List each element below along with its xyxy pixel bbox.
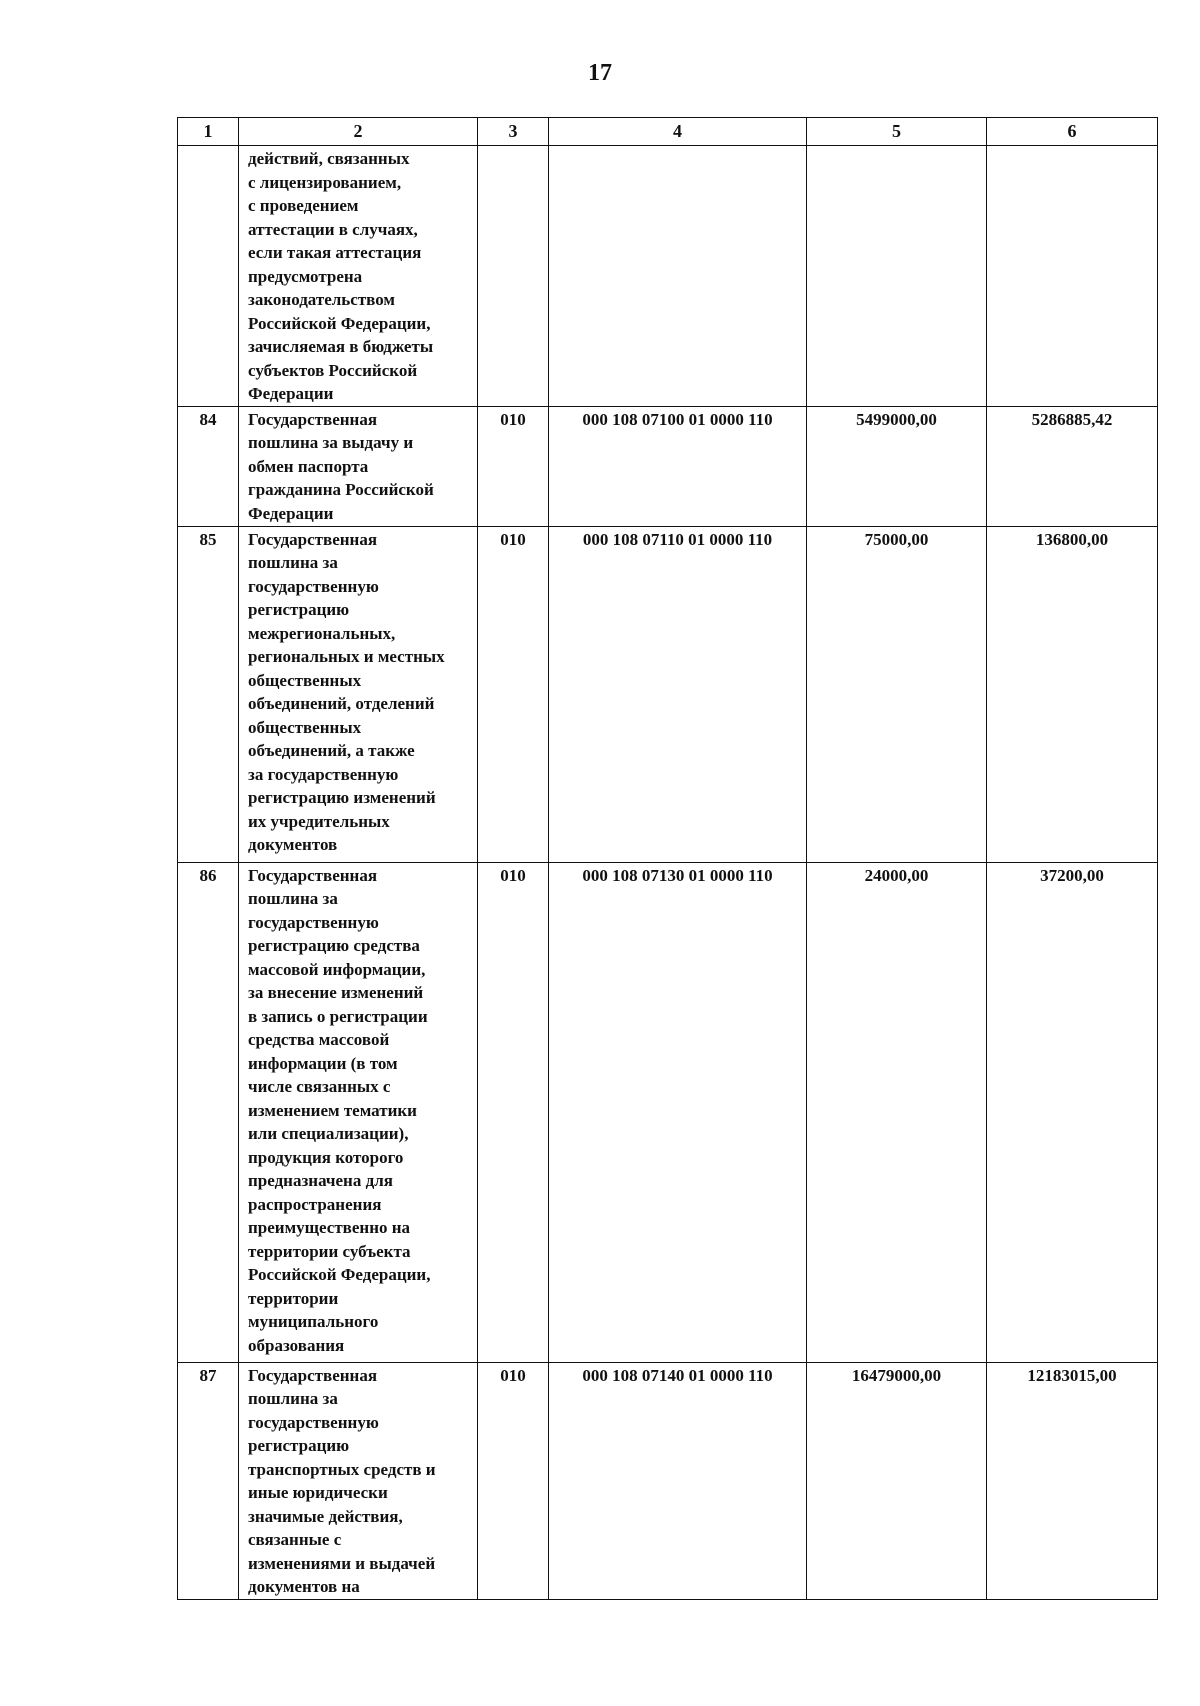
row-actual-amount: 12183015,00	[987, 1362, 1158, 1599]
row-budget-code	[549, 146, 807, 407]
row-code: 010	[478, 1362, 549, 1599]
column-header-5: 5	[807, 118, 987, 146]
row-planned-amount: 24000,00	[807, 862, 987, 1362]
row-actual-amount: 136800,00	[987, 526, 1158, 862]
row-number: 85	[178, 526, 239, 862]
row-code: 010	[478, 862, 549, 1362]
table-row	[178, 1362, 1158, 1599]
row-description: Государственная пошлина за государственную регистрацию межрегиональных, региональных и местных общественных объединений, отделений общественных объединений, а также за государственную регистрацию изменений их учредительных документов	[239, 526, 478, 862]
budget-table	[177, 117, 1158, 1600]
row-description: действий, связанных с лицензированием, с проведением аттестации в случаях, если такая аттестация предусмотрена законодательством Российской Федерации, зачисляемая в бюджеты субъектов Российской Федерации	[239, 146, 478, 407]
row-number: 84	[178, 406, 239, 526]
row-planned-amount: 5499000,00	[807, 406, 987, 526]
row-budget-code: 000 108 07130 01 0000 110	[549, 862, 807, 1362]
column-header-3: 3	[478, 118, 549, 146]
row-number	[178, 146, 239, 407]
row-actual-amount	[987, 146, 1158, 407]
row-number: 86	[178, 862, 239, 1362]
column-header-2: 2	[239, 118, 478, 146]
row-code: 010	[478, 406, 549, 526]
row-budget-code: 000 108 07100 01 0000 110	[549, 406, 807, 526]
page-number: 17	[588, 60, 612, 86]
row-budget-code: 000 108 07110 01 0000 110	[549, 526, 807, 862]
column-header-4: 4	[549, 118, 807, 146]
table-row	[178, 862, 1158, 1362]
row-description: Государственная пошлина за государственную регистрацию средства массовой информации, за внесение изменений в запись о регистрации средства массовой информации (в том числе связанных с изменением тематики или специализации), продукция которого предназначена для распространения преимущественно на территории субъекта Российской Федерации, территории муниципального образования	[239, 862, 478, 1362]
row-actual-amount: 37200,00	[987, 862, 1158, 1362]
table-row	[178, 406, 1158, 526]
row-planned-amount	[807, 146, 987, 407]
row-code	[478, 146, 549, 407]
row-code: 010	[478, 526, 549, 862]
row-description: Государственная пошлина за государственную регистрацию транспортных средств и иные юридически значимые действия, связанные с изменениями и выдачей документов на	[239, 1362, 478, 1599]
table-row	[178, 146, 1158, 407]
row-description: Государственная пошлина за выдачу и обмен паспорта гражданина Российской Федерации	[239, 406, 478, 526]
row-planned-amount: 16479000,00	[807, 1362, 987, 1599]
row-number: 87	[178, 1362, 239, 1599]
table-row	[178, 526, 1158, 862]
row-planned-amount: 75000,00	[807, 526, 987, 862]
column-header-6: 6	[987, 118, 1158, 146]
row-actual-amount: 5286885,42	[987, 406, 1158, 526]
table-header-row	[178, 118, 1158, 146]
column-header-1: 1	[178, 118, 239, 146]
row-budget-code: 000 108 07140 01 0000 110	[549, 1362, 807, 1599]
